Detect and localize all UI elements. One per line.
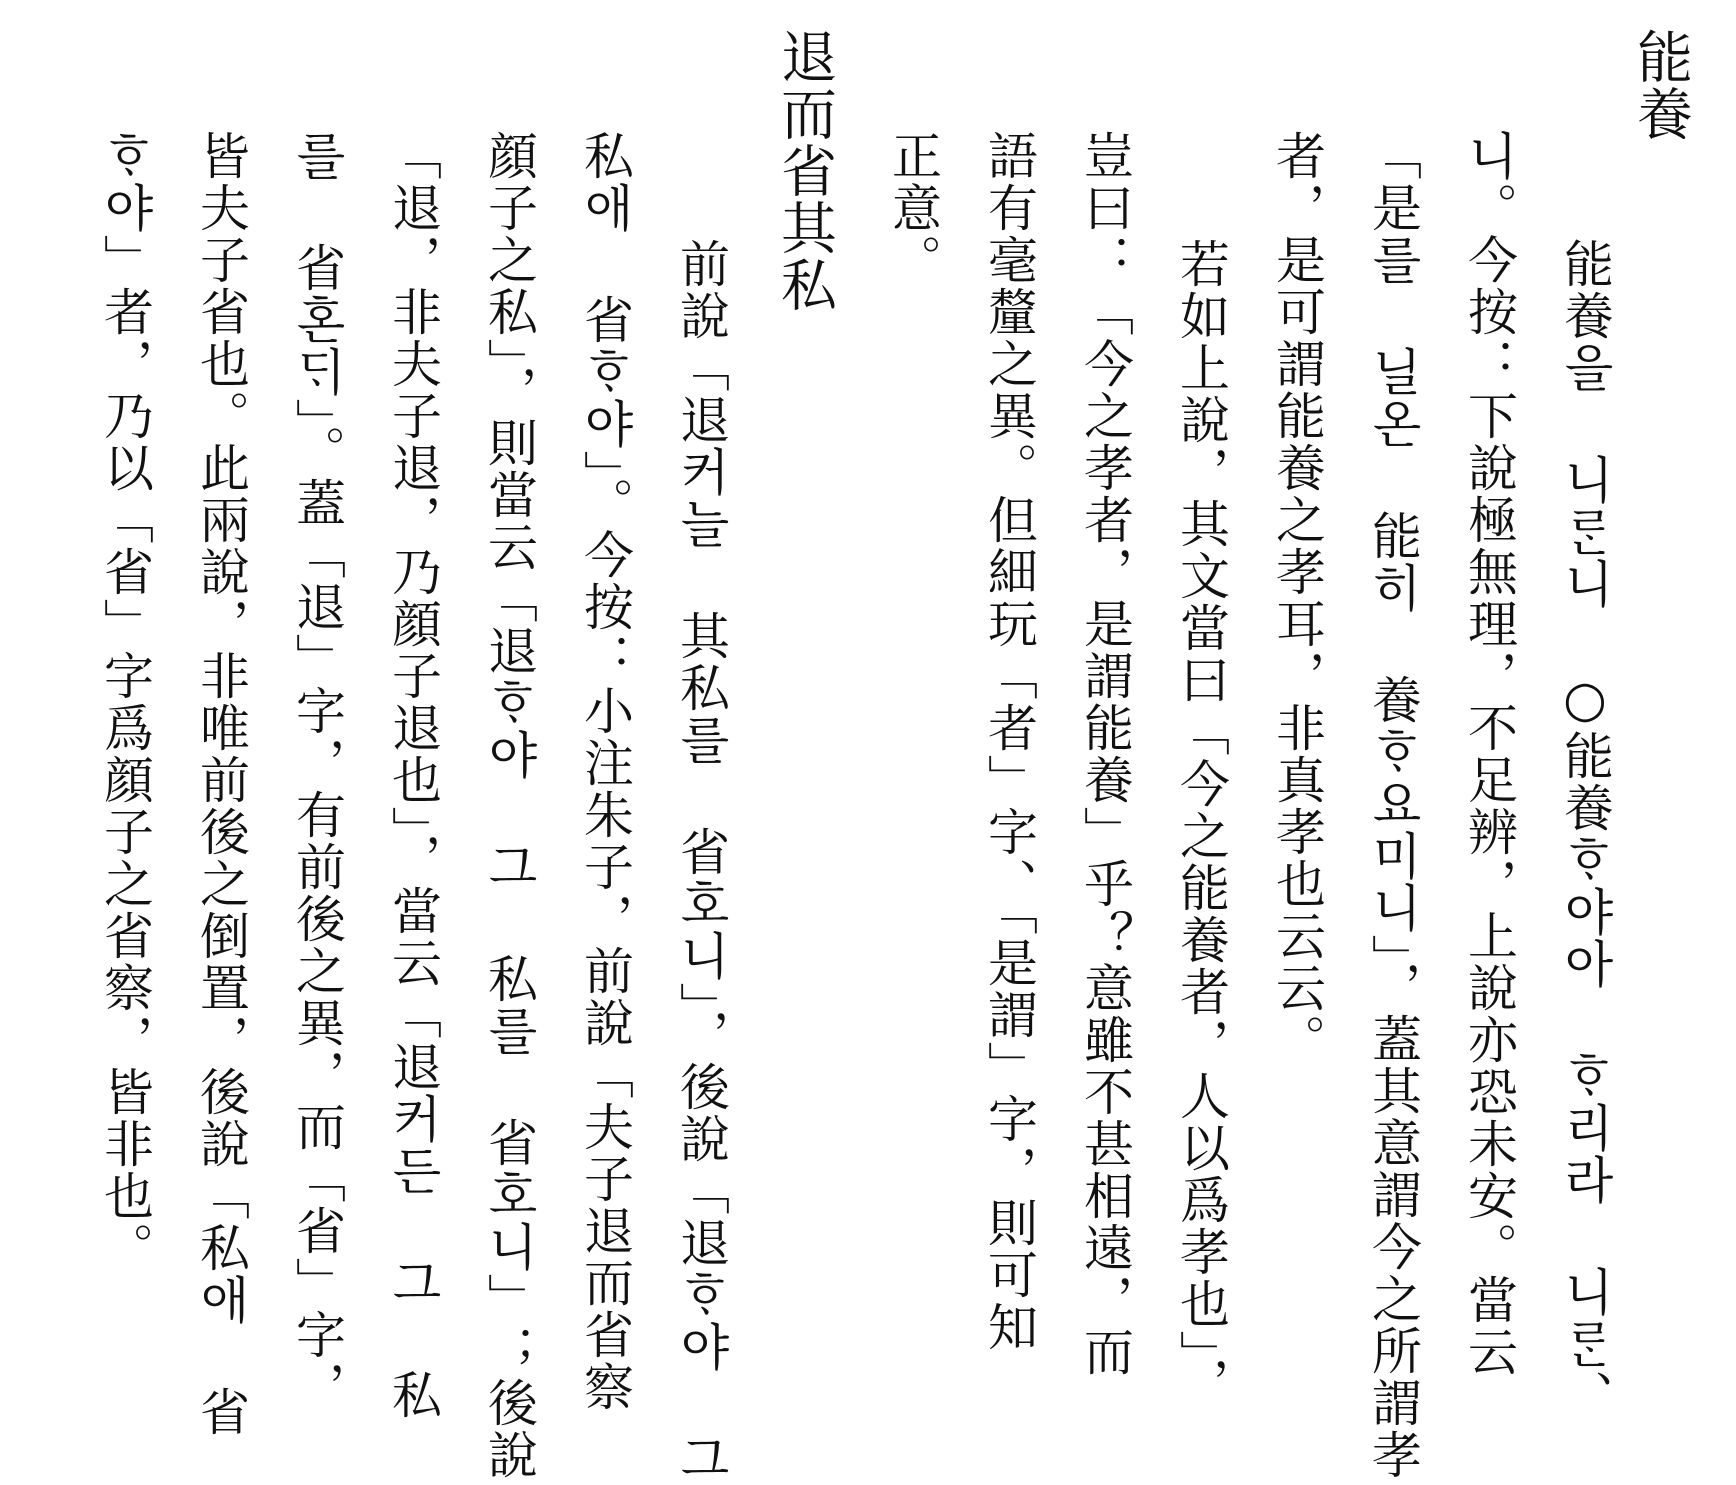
text-column: 顔子之私」，則當云「退ᄒᆞ야 그 私를 省호니」；後說 <box>480 130 538 1481</box>
text-column: 若如上說，其文當曰「今之能養者，人以爲孝也」， <box>1172 238 1230 1409</box>
text-column: 前說「退커늘 其私를 省호니」，後說「退ᄒᆞ야 그 <box>672 238 730 1485</box>
text-column: 能養을 니ᄅᆞᆫ니 ○能養ᄒᆞ야아 ᄒᆞ리라 니ᄅᆞᆫ、 <box>1556 238 1614 1422</box>
text-column: 語有毫釐之異。但細玩「者」字、「是謂」字，則可知 <box>980 130 1038 1353</box>
text-column: 者，是可謂能養之孝耳，非真孝也云云。 <box>1268 130 1326 1066</box>
text-column: 豈曰：「今之孝者，是謂能養」乎？意雖不甚相遠，而 <box>1076 130 1134 1378</box>
text-column: 皆夫子省也。此兩說，非唯前後之倒置，後說「私애 省 <box>192 130 250 1438</box>
text-column: ᄒᆞ야」者，乃以「省」字爲顔子之省察，皆非也。 <box>96 130 154 1274</box>
text-column: 正意。 <box>884 130 942 286</box>
text-column: 를 省혼ᄃᆡ」。蓋「退」字，有前後之異，而「省」字， <box>288 130 346 1413</box>
text-column: 「退，非夫子退，乃顔子退也」，當云「退커든 그 私 <box>384 130 442 1421</box>
section-heading-tui-er-xing: 退而省其私 <box>772 28 837 313</box>
text-column: 「是를 닐온 能히 養ᄒᆞ요미니」，蓋其意謂今之所謂孝 <box>1364 130 1422 1481</box>
text-column: 私애 省ᄒᆞ야」。今按：小注朱子，前說「夫子退而省察 <box>576 130 634 1413</box>
section-heading-neng-yang: 能養 <box>1628 28 1693 142</box>
text-column: 니。今按：下說極無理，不足辨，上說亦恐未安。當云 <box>1460 130 1518 1378</box>
